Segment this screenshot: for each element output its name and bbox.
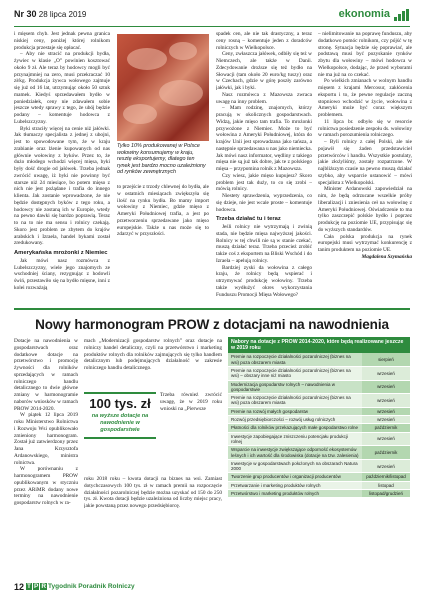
- subheading: Amerykańska mrożonki z Niemiec: [14, 250, 108, 256]
- article-column-2: [117, 184, 209, 301]
- table-cell-month: październik: [362, 424, 410, 431]
- paragraph: – Byli rolnicy z całej Polski, ale nie pojawił się żaden przedstawiciel przetwórców i handlu. Wszystkie postulaty, jakie złożyliśmy, zostały rozpatrzone. W najbliższym czasie na pewno muszą działać szybko, aby wsparcie ustanowić – mówi specjalista z Wielkopolski.: [318, 139, 412, 186]
- magazine-name: [26, 583, 135, 590]
- paragraph: Jak mówi nasz rozmówca z Lubelszczyzny, wiele jego znajomych ze wschodniej ściany, rezygnując z hodowli świń, przestawiło się na bydło mięsne, inni z kolei rozważają: [14, 257, 110, 291]
- table-cell-program: Modernizacja gospodarstw rolnych – nawodnienia w gospodarstwie: [228, 381, 362, 394]
- table-cell-month: wrzesień: [362, 381, 410, 394]
- paragraph: – Mam rodzinę, znajomych, którzy pracują w okolicznych gospodarstwach. Widzą, jakie mięso tam trafia. To mrożonki przywożone z Niemiec. Może to być wołowina z Ameryki Południowej, która do krajów Unii jest sprowadzana jako tańsza, a następnie sprzedawana u nas jako niemiecka. Jak mówi nasz informator, wędliny z takiego mięsa nie są już tak dobre, jak te z polskiego mięsa – przypomina rolnik z Mazowsza.: [216, 105, 312, 172]
- table-cell-program: Premie na rozpoczęcie działalności pozarolniczej (biznes na wsi) – obszary inne niż miasto: [228, 367, 362, 380]
- paragraph: Jeśli rolnicy nie wytrzymają i zwinią stada, nie będzie mięsa najwyższej jakości. Rolnicy w tej chwili nie są w stanie czekać, muszą działać teraz. Trzeba przecież zrobić także coś z eksportem na Bliski Wschód i do Izraela – apelują rolnicy.: [216, 224, 312, 264]
- table-row: [228, 490, 410, 498]
- magazine-logo-box: T: [27, 583, 31, 590]
- table-cell-program: Tworzenie grup producentów i organizacji producentów: [228, 473, 362, 480]
- photo-caption: Tylko 10% produkowanej w Polsce wołowiny konsumujemy w kraju, resztę eksportujemy, dlatego ten rynek jest bardzo mocno uzależniony od rynków zewnętrznych: [117, 143, 206, 176]
- table-cell-program: Premie na rozpoczęcie działalności pozarolniczej (biznes na wsi) poza obszarem miasta: [228, 353, 362, 366]
- paragraph: Minister Ardanowski zapowiedział na nim, że będą odrzucane wszelkie próby liberalizacji i zniesienia ceł na wołowinę z Ameryki Południowej. Oświadczenie to ma tylko zaszczepić polskie bydło i poprzez produkcję na poziomie UE, przypisując się do wyższych standardów.: [318, 186, 412, 233]
- magazine-title: Tygodnik Poradnik Rolniczy: [48, 583, 135, 590]
- table-row: [228, 381, 410, 395]
- bottom-column-2: [84, 338, 222, 390]
- table-cell-program: Przetwarzanie i marketing produktów rolnych: [228, 482, 362, 489]
- table-body: [228, 353, 410, 498]
- table-row: [228, 367, 410, 381]
- section-name: ekonomia: [338, 8, 390, 20]
- table-cell-month: wrzesień: [362, 367, 410, 380]
- table-cell-month: październik/listopad: [362, 473, 410, 480]
- bottom-column-2-side: [160, 392, 222, 474]
- bottom-column-2-lower: [84, 476, 222, 576]
- table-cell-month: październik: [362, 446, 410, 459]
- table-row: [228, 424, 410, 432]
- paragraph: – Aby nie stracić na produkcji bydła, żywiec w klasie „O” powinien kosztować około 9 zł. Ale teraz by hodowcy mogli być przynajmniej na zero, musi przekraczać 10 zł/kg. Produkcja żywca wołowego zajmuje się już od 16 lat, utrzymując około 50 sztuk mamek. Kiedyś sprzedawałem bydło w poniedziałek, ceny nie zdawałem sobie jeszcze wtedy sprawy z tego, że ubój będzie podany – komentuje hodowca z Lubelszczyzny.: [14, 51, 110, 125]
- table-row: [228, 416, 410, 424]
- paragraph: Nasz rozmówca z Mazowsza zwraca uwagę na inny problem.: [216, 91, 312, 105]
- paragraph: W porównaniu z harmonogramem PROW opublikowanym w styczniu przez ARiMR dodany nowe terminy na nawodnienie gospodarstw rolnych w ra-: [14, 466, 78, 506]
- table-cell-month: wrzesień: [362, 460, 410, 473]
- paragraph: spadek cen, ale nie tak drastyczny, a teraz ceny rosną – komentuje jeden z doradców rolniczych w Wielkopolsce.: [216, 31, 312, 51]
- paragraph: mach „Modernizacji gospodarstw rolnych” oraz dotacje na rolniczy handel detaliczny, czyli na przetwórstwo i marketing produktów rolnych dla rolników zajmujących się tylko handlem detalicznym lub podejmujących działalność w zakresie rolniczego handlu detalicznego.: [84, 338, 222, 371]
- table-cell-program: Premie na rozwój małych gospodarstw: [228, 408, 362, 415]
- table-cell-program: Premie na rozpoczęcie działalności pozarolniczej (biznes na wsi) poza obszarem miasta: [228, 394, 362, 407]
- table-row: [228, 473, 410, 481]
- header-rule: [14, 26, 410, 27]
- pull-quote: [84, 392, 156, 439]
- paragraph: Trzeba również zwrócić uwagę, że w 2019 roku wnioski na „Pierwsze: [160, 392, 222, 412]
- table-cell-program: Inwestycje w gospodarstwach położonych na obszarach Natura 2000: [228, 460, 362, 473]
- issue-number: Nr 30: [14, 9, 37, 19]
- page-header: [14, 8, 410, 24]
- bar-chart-icon: [394, 9, 410, 21]
- paragraph: Czy wiesz, jakie mięso kupujesz? Skoro problem jest tak duży, to co się zrobi – mówią rolnicy.: [216, 172, 312, 193]
- table-row: [228, 433, 410, 447]
- table-cell-program: Płatności dla rolników przekazujących małe gospodarstwo rolne: [228, 424, 362, 431]
- photo-beef: [117, 34, 209, 141]
- paragraph: Niestety sprawdzenia, wyprzedzenia, co się dzieje, nie jest wcale proste – komentuje hodowca.: [216, 193, 312, 213]
- table-cell-month: wrzesień: [362, 433, 410, 446]
- table-row: [228, 460, 410, 474]
- magazine-logo-box: P: [33, 583, 39, 590]
- bottom-column-1: [14, 338, 78, 576]
- table-cell-month: listopad/grudzień: [362, 490, 410, 497]
- prow-schedule-table: [228, 337, 410, 498]
- paragraph: 11 lipca br. odbyło się w resorcie rolnictwa posiedzenie zespołu ds. wołowiny w ramach porozumienia rolniczego.: [318, 118, 412, 139]
- issue-date: 28 lipca 2019: [38, 10, 87, 19]
- table-cell-month: wrzesień: [362, 408, 410, 415]
- paragraph: i mięsem chyb. Jest jednak pewna granica niskiej ceny, poniżej której rolnikom produkcja przestaje się opłacać.: [14, 31, 110, 51]
- table-cell-month: wrzesień: [362, 394, 410, 407]
- paragraph: Dotacje na nawodnienia w gospodarstwach oraz dodatkowe dotacje na przetwórstwo i promocję żywności dla rolników sprzedających w ramach rolniczego handlu detalicznego to dwie główne zmiany w harmonogramie naborów wniosków w ramach PROW 2014-2020.: [14, 338, 78, 412]
- subheading: Trzeba działać tu i teraz: [216, 216, 281, 223]
- paragraph: roku 2018 roku – kwota dotacji na biznes na wsi. Zamiast dotychczasowych 100 tys. zł w ramach premii na rozpoczęcie działalności pozarolniczej będzie można uzyskać od 150 do 250 tys. zł. Kwota dotacji będzie uzależniona od liczby miejsc pracy, jakie powstaną przez nowego przedsiębiorcę.: [84, 476, 222, 509]
- magazine-logo-box: R: [41, 583, 47, 590]
- table-cell-month: sierpień: [362, 353, 410, 366]
- table-cell-program: Wsparcie na inwestycje zwiększające odporność ekosystemów leśnych i ich wartość dla środowiska (dotacje na tzw. zalesienia): [228, 446, 362, 459]
- page-number: 12: [14, 582, 25, 592]
- article-column-3: [216, 31, 312, 301]
- pull-amount: 100 tys. zł: [84, 392, 156, 413]
- table-cell-program: Przetwórstwo i marketing produktów rolnych: [228, 490, 362, 497]
- article-column-1: [14, 31, 110, 301]
- issue-info: [14, 9, 86, 19]
- table-row: [228, 446, 410, 460]
- paragraph: Po wielkich zmianach w wolnym handlu mięsem z krajami Mercosur, zakłócenia eksportu i to, że pewne regulacje zaczną stopniowo wchodzić w życie, wołowina z Ameryki może być coraz większym problemem.: [318, 78, 412, 118]
- table-row: [228, 353, 410, 367]
- paragraph: – nielimitowanie na poprawę funduszu, aby dodatkowo pomóc rolnikom, czy pójść w tę stronę. Sytuacja będzie się poprawiać, ale podstawą musi być pozyskanie rynków zbytu dla wołowiny – mówi hodowca w Wielkopolsce, dodając, że przed wyborami nie ma już na co czekać.: [318, 31, 412, 78]
- table-row: [228, 394, 410, 408]
- article-column-4: [318, 31, 412, 301]
- paragraph: to przejście z trzody chlewnej do bydła, ale w ostatnich miesiącach zwiększyła się ilość na rynku bydła. Bo mamy import wołowiny z Niemiec, gdzie mięso z Ameryki Południowej trafia, a jest po przetworzeniu sprzedawane jako mięso europejskie. Także u nas może się to zdarzyć w przyszłości.: [117, 184, 209, 238]
- section-rule: [14, 308, 410, 310]
- paragraph: Byki straciły więcej na cenie niż jałówki. Jak tłumaczy specjalista z jednej z ubojni, jest to spowodowane tym, że w kraju zrabianie oraz lżenie kupowanych od nas głównie wołowiny z byków. Przez to, że dużo młodego wchodzi więcej mięsa, byki były dość drogie od jałówek. Trzeba jednak zwrócić uwagę, iż byki nie powinny być starsze niż 24 miesiące, bo potem mięso z nich nie jest pożądane i trafia do innego klienta. Jak zostanie wprowadzone, że nie będzie dostępnych byków z tego roku, a hodowcy nie zostaną ich w Europie, wtedy na pewno dawki się bardzo poprawią. Teraz to na to nie ma sensu i rolnicy czekają. Skoro jest problem ze zbytem do krajów arabskich i Izraela, handel bykami został zredukowany.: [14, 125, 110, 247]
- article-title: Nowy harmonogram PROW z dotacjami na nawodnienia: [35, 317, 389, 332]
- table-row: [228, 408, 410, 416]
- pull-subtitle: na wyższe dotacje na nawodnienie w gospodarstwie: [84, 413, 156, 439]
- table-cell-month: listopad: [362, 482, 410, 489]
- paragraph: Ceny, zwłaszcza jałówek, odbiły się też w Niemczech, ale także w Danii. Zdecydowanie droższe się też bydło na Słowacji (tam około 20 euro/kg tuszy) oraz w Czechach, gdzie w górę poszły zarówno jałówki, jak i byki.: [216, 51, 312, 91]
- table-cell-program: Inwestycje zapobiegające zniszczeniu potencjału produkcji rolnej: [228, 433, 362, 446]
- paragraph: Cała polska produkcja na rynek europejski musi wytrzymać konkurencję z tanim produktem na poziomie UE.: [318, 233, 412, 253]
- paragraph: W piątek 12 lipca 2019 roku Ministerstwo Rolnictwa i Rozwoju Wsi opublikowało zmieniony harmonogram. Został już zatwierdzony przez Jana Krzysztofa Ardanowskiego, ministra rolnictwa.: [14, 412, 78, 466]
- table-cell-program: Rozwój przedsiębiorczości – rozwój usług rolniczych: [228, 416, 362, 423]
- table-cell-month: wrzesień: [362, 416, 410, 423]
- table-header: Nabory na dotacje z PROW 2014-2020, które będą realizowane jeszcze w 2019 roku: [228, 337, 410, 353]
- page-footer: [14, 582, 410, 592]
- paragraph: Bardziej zyski da wołowina z całego kraju, że rolnicy będą wspierać i utrzymywać produkcję wołowiny. Trzeba także wydłużyć okres wykorzystania Funduszu Promocji Mięsa Wołowego?: [216, 264, 312, 298]
- table-row: [228, 482, 410, 490]
- author-signature: Magdalena Szymańska: [361, 253, 412, 260]
